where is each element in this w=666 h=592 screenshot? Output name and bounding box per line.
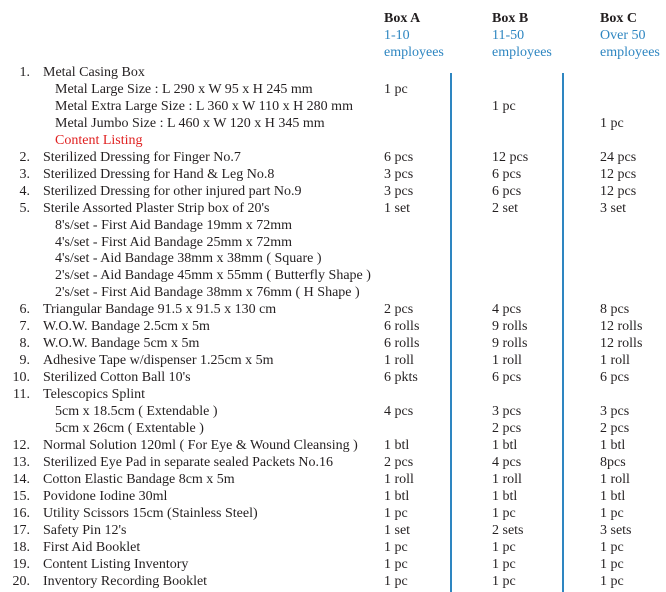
box-b-quantity: 4 pcs: [492, 454, 522, 470]
item-description: Sterilized Dressing for Hand & Leg No.8: [43, 166, 275, 182]
item-description: Content Listing Inventory: [43, 556, 189, 572]
header-box-b-unit: employees: [492, 45, 552, 60]
item-description: 2's/set - Aid Bandage 45mm x 55mm ( Butterfly Shape ): [55, 268, 371, 284]
item-description: 4's/set - Aid Bandage 38mm x 38mm ( Square ): [55, 251, 322, 267]
item-number: 10.: [12, 370, 30, 386]
box-a-quantity: 1 pc: [384, 505, 408, 521]
item-number: 19.: [12, 556, 30, 572]
item-description: Content Listing: [55, 132, 143, 148]
header-box-b-name: Box B: [492, 11, 529, 26]
item-description: First Aid Booklet: [43, 539, 141, 555]
table-row: [0, 64, 666, 81]
box-c-quantity: 1 roll: [600, 471, 630, 487]
table-row: [0, 267, 666, 284]
box-a-quantity: 6 pkts: [384, 370, 418, 386]
box-b-quantity: 2 set: [492, 200, 519, 216]
table-row: [0, 386, 666, 403]
item-description: Sterilized Dressing for Finger No.7: [43, 149, 241, 165]
header-box-a: [384, 10, 444, 61]
item-description: Sterilized Cotton Ball 10's: [43, 370, 191, 386]
item-number: 12.: [12, 437, 30, 453]
item-number: 6.: [19, 302, 30, 318]
box-a-quantity: 1 set: [384, 522, 411, 538]
item-description: Sterilized Eye Pad in separate sealed Packets No.16: [43, 454, 334, 470]
box-a-quantity: 4 pcs: [384, 404, 414, 419]
table-row: [0, 471, 666, 488]
box-a-quantity: 2 pcs: [384, 454, 414, 470]
table-row: [0, 250, 666, 267]
box-c-quantity: 12 pcs: [600, 166, 637, 182]
box-b-quantity: 6 pcs: [492, 166, 522, 182]
box-b-quantity: 3 pcs: [492, 404, 522, 419]
box-a-quantity: 1 btl: [384, 488, 410, 504]
box-c-quantity: 8pcs: [600, 454, 626, 470]
header-box-a-unit: employees: [384, 45, 444, 60]
box-c-quantity: 2 pcs: [600, 420, 630, 436]
table-row: [0, 115, 666, 132]
box-c-quantity: 12 rolls: [600, 336, 643, 352]
box-c-quantity: 8 pcs: [600, 302, 630, 318]
box-a-quantity: 1 btl: [384, 437, 410, 453]
box-b-quantity: 1 pc: [492, 505, 516, 521]
box-a-quantity: 6 rolls: [384, 319, 420, 335]
box-b-quantity: 6 pcs: [492, 370, 522, 386]
item-description: Triangular Bandage 91.5 x 91.5 x 130 cm: [43, 302, 277, 318]
item-description: Cotton Elastic Bandage 8cm x 5m: [43, 471, 235, 487]
header-box-c-unit: employees: [600, 45, 660, 60]
box-a-quantity: 1 pc: [384, 539, 408, 555]
item-description: Povidone Iodine 30ml: [43, 488, 168, 504]
item-description: W.O.W. Bandage 5cm x 5m: [43, 336, 200, 352]
box-c-quantity: 3 pcs: [600, 404, 630, 419]
box-a-quantity: 3 pcs: [384, 183, 414, 199]
table-row: [0, 335, 666, 352]
item-description: 5cm x 26cm ( Extentable ): [55, 420, 204, 436]
table-row: [0, 234, 666, 251]
table-row: [0, 200, 666, 217]
box-b-quantity: 9 rolls: [492, 336, 528, 352]
item-number: 15.: [12, 488, 30, 504]
table-row: [0, 539, 666, 556]
box-b-quantity: 1 pc: [492, 98, 516, 114]
box-b-quantity: 2 pcs: [492, 420, 522, 436]
box-b-quantity: 1 roll: [492, 471, 522, 487]
item-description: Utility Scissors 15cm (Stainless Steel): [43, 505, 258, 521]
item-description: W.O.W. Bandage 2.5cm x 5m: [43, 319, 210, 335]
box-b-quantity: 4 pcs: [492, 302, 522, 318]
item-number: 3.: [19, 166, 30, 182]
box-b-quantity: 12 pcs: [492, 149, 529, 165]
item-number: 20.: [12, 573, 30, 589]
box-a-quantity: 1 set: [384, 200, 411, 216]
item-number: 16.: [12, 505, 30, 521]
header-box-c-range: Over 50: [600, 28, 646, 43]
box-b-quantity: 1 btl: [492, 488, 518, 504]
item-number: 7.: [19, 319, 30, 335]
item-number: 2.: [19, 149, 30, 165]
box-b-quantity: 2 sets: [492, 522, 524, 538]
box-b-quantity: 1 pc: [492, 556, 516, 572]
table-row: [0, 522, 666, 539]
box-a-quantity: 2 pcs: [384, 302, 414, 318]
item-description: Metal Large Size : L 290 x W 95 x H 245 mm: [55, 81, 313, 97]
header-box-b: [492, 10, 552, 61]
item-description: 2's/set - First Aid Bandage 38mm x 76mm ( H Shape ): [55, 285, 360, 301]
item-number: 9.: [19, 353, 30, 369]
item-description: Metal Extra Large Size : L 360 x W 110 x H 280 mm: [55, 98, 353, 114]
table-row: [0, 488, 666, 505]
box-c-quantity: 1 pc: [600, 505, 624, 521]
table-row: [0, 149, 666, 166]
table-row: [0, 98, 666, 115]
box-c-quantity: 3 sets: [600, 522, 632, 538]
item-description: 5cm x 18.5cm ( Extendable ): [55, 404, 218, 419]
box-a-quantity: 3 pcs: [384, 166, 414, 182]
box-c-quantity: 12 rolls: [600, 319, 643, 335]
item-number: 5.: [19, 200, 30, 216]
table-row: [0, 301, 666, 318]
box-c-quantity: 1 roll: [600, 353, 630, 369]
item-number: 13.: [12, 454, 30, 470]
item-description: Inventory Recording Booklet: [43, 573, 208, 589]
box-a-quantity: 1 pc: [384, 573, 408, 589]
box-c-quantity: 1 btl: [600, 488, 626, 504]
table-row: [0, 318, 666, 335]
item-description: Adhesive Tape w/dispenser 1.25cm x 5m: [43, 353, 274, 369]
box-c-quantity: 3 set: [600, 200, 627, 216]
item-description: Telescopics Splint: [43, 387, 146, 403]
item-number: 17.: [12, 522, 30, 538]
header-box-a-name: Box A: [384, 11, 421, 26]
item-number: 1.: [19, 65, 30, 80]
table-row: [0, 454, 666, 471]
table-row: [0, 284, 666, 301]
table-row: [0, 369, 666, 386]
table-row: [0, 352, 666, 369]
box-b-quantity: 1 btl: [492, 437, 518, 453]
table-row: [0, 183, 666, 200]
header-box-c-name: Box C: [600, 11, 637, 26]
table-row: [0, 505, 666, 522]
table-row: [0, 132, 666, 149]
box-c-quantity: 1 pc: [600, 539, 624, 555]
item-number: 8.: [19, 336, 30, 352]
box-b-quantity: 1 roll: [492, 353, 522, 369]
table-row: [0, 403, 666, 420]
table-row: [0, 573, 666, 590]
box-a-quantity: 6 pcs: [384, 149, 414, 165]
table-row: [0, 81, 666, 98]
box-b-quantity: 6 pcs: [492, 183, 522, 199]
box-b-quantity: 1 pc: [492, 539, 516, 555]
box-c-quantity: 6 pcs: [600, 370, 630, 386]
box-a-quantity: 1 pc: [384, 556, 408, 572]
box-c-quantity: 12 pcs: [600, 183, 637, 199]
item-description: Metal Jumbo Size : L 460 x W 120 x H 345 mm: [55, 115, 325, 131]
item-description: 8's/set - First Aid Bandage 19mm x 72mm: [55, 217, 293, 233]
box-a-quantity: 1 pc: [384, 81, 408, 97]
item-number: 14.: [12, 471, 30, 487]
item-number: 18.: [12, 539, 30, 555]
item-description: Safety Pin 12's: [43, 522, 127, 538]
item-description: Normal Solution 120ml ( For Eye & Wound Cleansing ): [43, 437, 358, 453]
box-c-quantity: 1 pc: [600, 556, 624, 572]
box-a-quantity: 6 rolls: [384, 336, 420, 352]
table-row: [0, 420, 666, 437]
table-row: [0, 437, 666, 454]
item-number: 11.: [13, 387, 30, 403]
box-a-quantity: 1 roll: [384, 471, 414, 487]
item-description: 4's/set - First Aid Bandage 25mm x 72mm: [55, 234, 293, 250]
header-box-a-range: 1-10: [384, 28, 410, 43]
item-description: Sterile Assorted Plaster Strip box of 20's: [43, 200, 270, 216]
item-description: Metal Casing Box: [43, 65, 145, 80]
box-c-quantity: 1 pc: [600, 115, 624, 131]
header-box-b-range: 11-50: [492, 28, 525, 43]
box-c-quantity: 1 btl: [600, 437, 626, 453]
table-row: [0, 556, 666, 573]
box-a-quantity: 1 roll: [384, 353, 414, 369]
item-number: 4.: [19, 183, 30, 199]
box-c-quantity: 24 pcs: [600, 149, 637, 165]
table-row: [0, 166, 666, 183]
box-b-quantity: 1 pc: [492, 573, 516, 589]
box-b-quantity: 9 rolls: [492, 319, 528, 335]
box-c-quantity: 1 pc: [600, 573, 624, 589]
table-row: [0, 217, 666, 234]
header-box-c: [600, 10, 660, 61]
item-description: Sterilized Dressing for other injured part No.9: [43, 183, 302, 199]
